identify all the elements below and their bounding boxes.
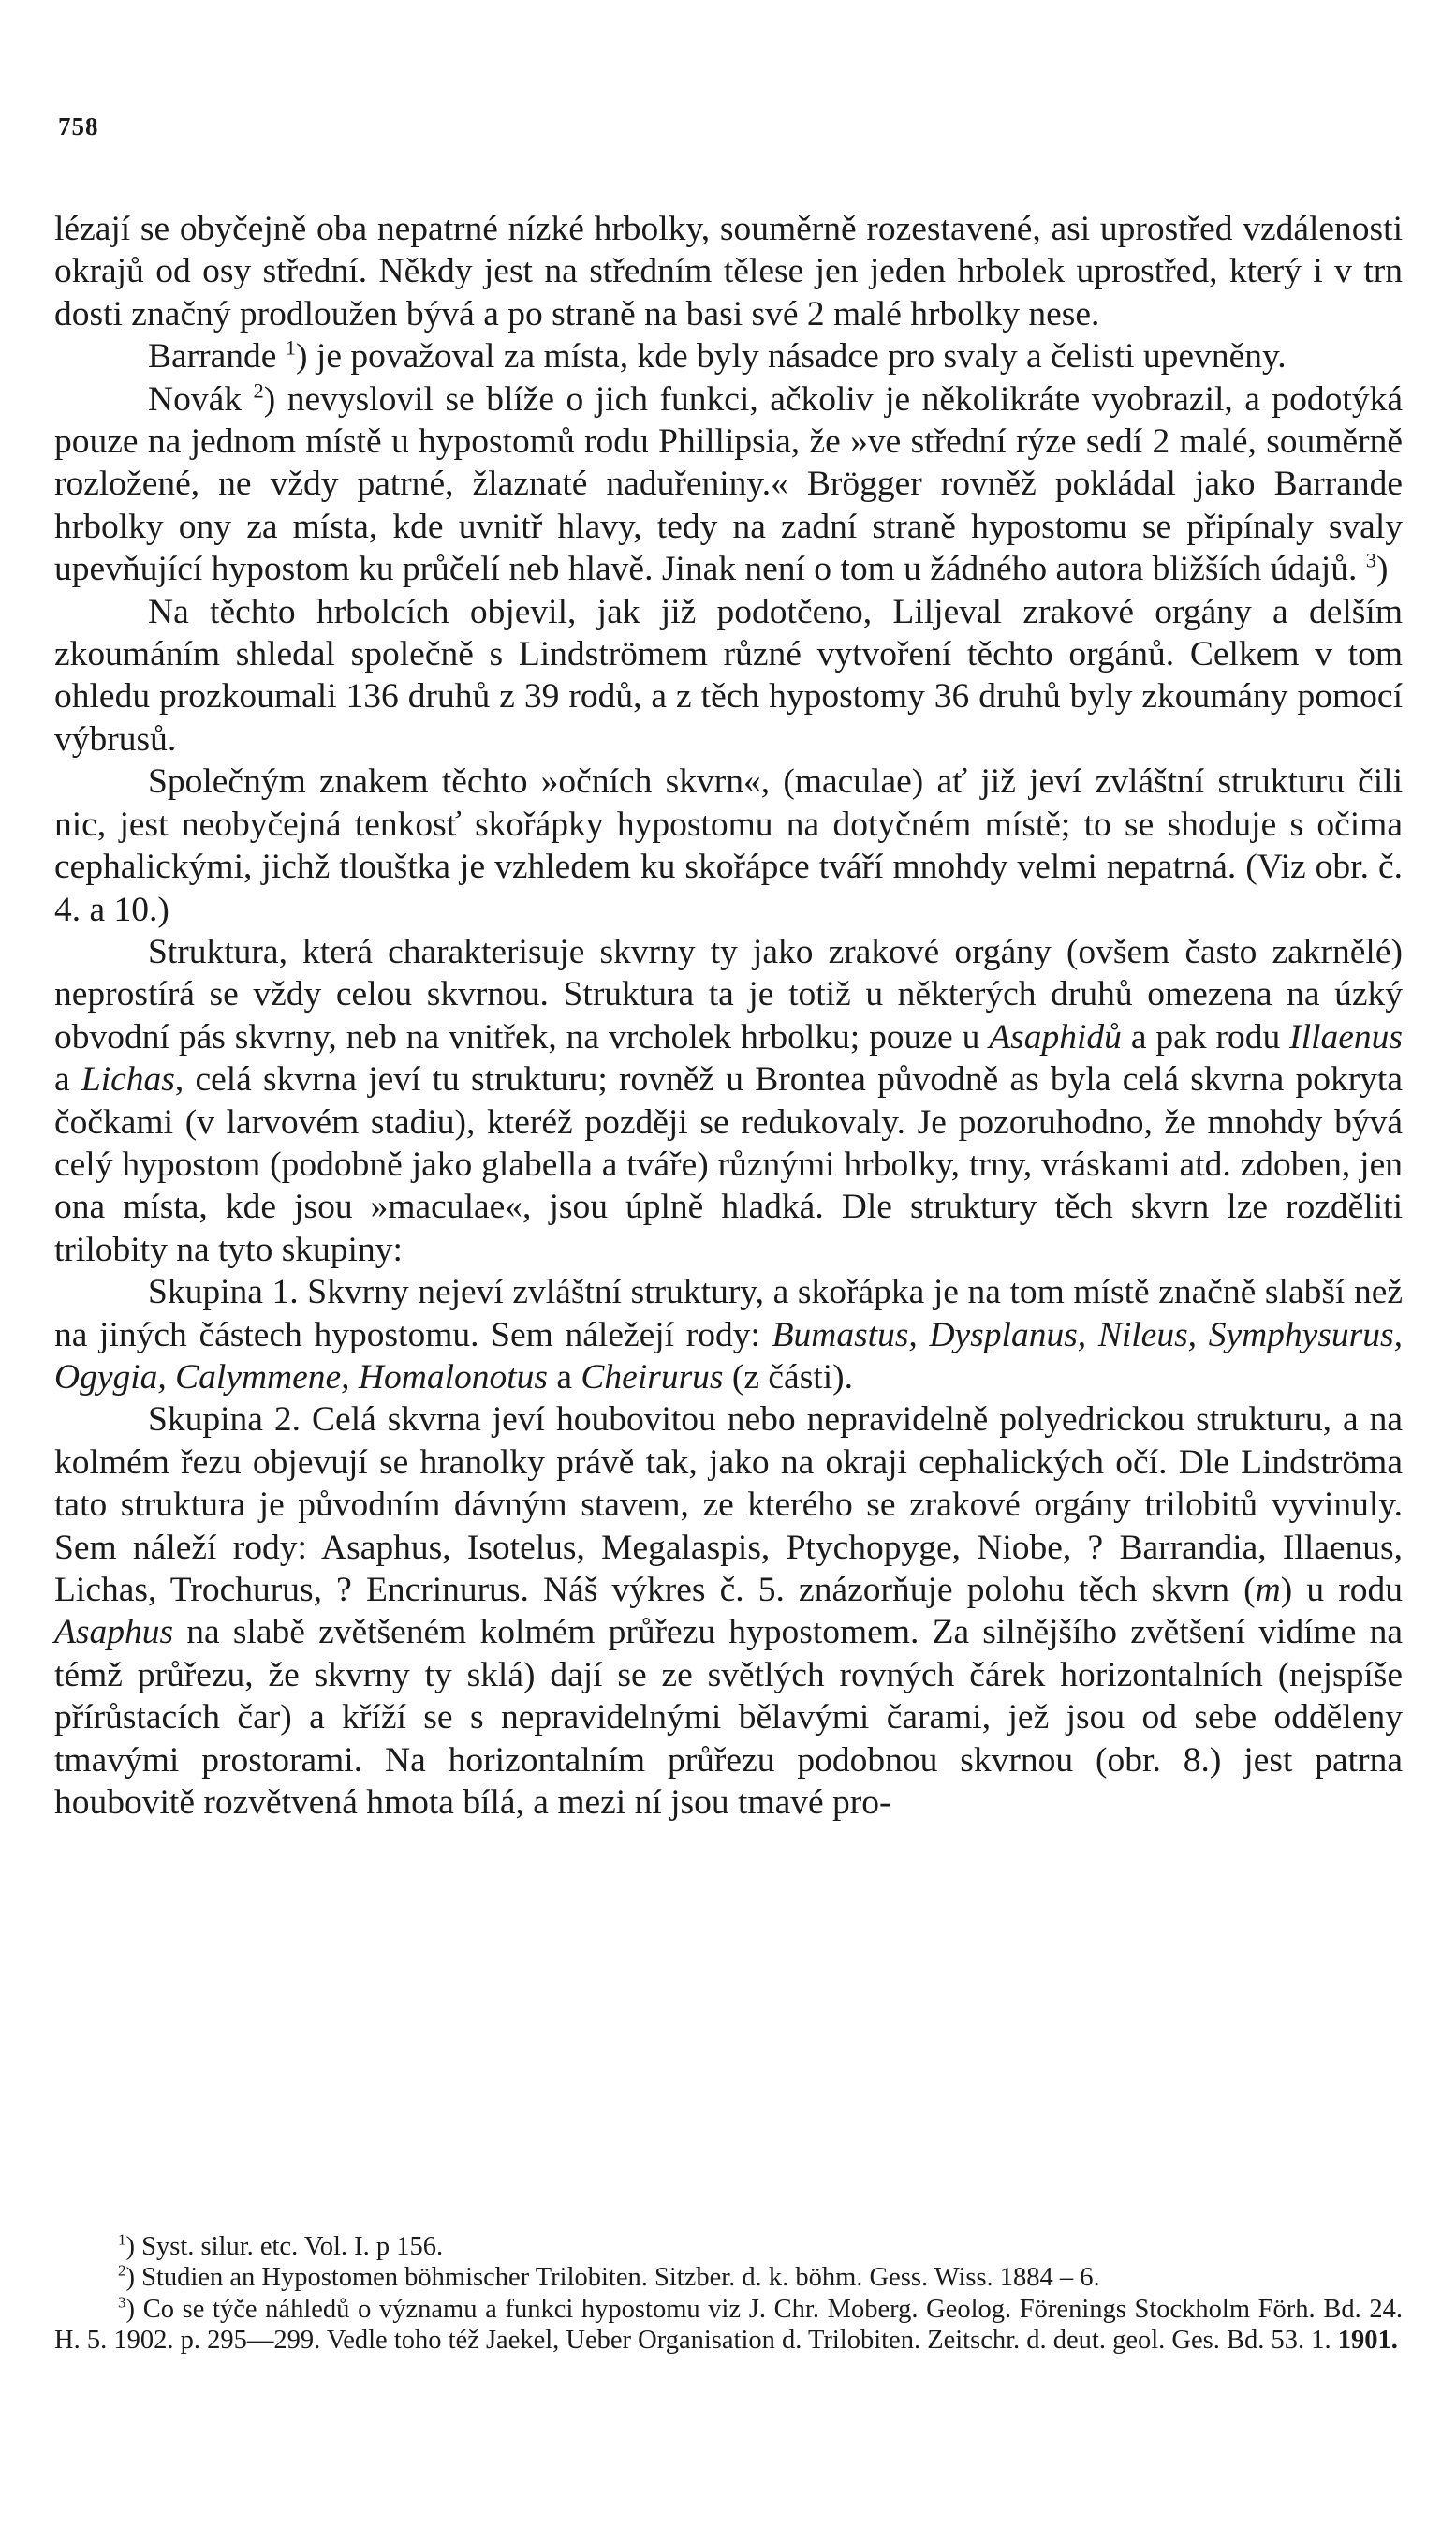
text-run: ) nevyslovil se blíže o jich funkci, ačkoliv je několikráte vyobrazil, a podotýká pouze na jednom místě u hypostomů rodu Phillipsia, že »ve střední rýze sedí 2 malé, souměrně rozložené, ne vždy patrné, žlaznaté naduřeniny.« Brögger rovněž pokládal jako Barrande hrbolky ony za místa, kde uvnitř hlavy, tedy na zadní straně hypostomu se připínaly svaly upevňující hypostom ku průčelí neb hlavě. Jinak není o tom u žádného autora bližších údajů. [54, 379, 1403, 589]
italic-text: Cheirurus [581, 1357, 724, 1397]
text-run: ) u rodu [1280, 1571, 1403, 1609]
footnote-marker: 2 [118, 2261, 126, 2280]
page-number: 758 [58, 112, 99, 140]
text-run: , celá skvrna jeví tu strukturu; rovněž u Brontea původně as byla celá skvrna pokryta čočkami (v larvovém stadiu), kteréž později se redukovaly. Je pozoruhodno, že mnohdy bývá celý hypostom (podobně jako glabella a tváře) různými hrbolky, trny, vráskami atd. zdoben, jen ona místa, kde jsou »maculae«, jsou úplně hladká. Dle struktury těch skvrn lze rozděliti trilobity na tyto skupiny: [54, 1060, 1403, 1269]
footnote-marker: 1 [118, 2230, 126, 2249]
text-run: Novák [148, 379, 254, 419]
italic-text: Bumastus, Dysplanus, Nileus, Symphysurus, Ogygia, Calymmene, Homalonotus [54, 1315, 1403, 1397]
paragraph [54, 931, 1403, 1271]
italic-text: Asaphidů [989, 1017, 1122, 1057]
footnote [54, 2231, 1403, 2262]
paragraph [54, 761, 1403, 931]
text-run: ) je považoval za místa, kde byly násadce pro svaly a čelisti upevněny. [296, 337, 1287, 377]
footnote-marker: 1 [285, 335, 297, 360]
text-run: ) Studien an Hypostomen böhmischer Trilobiten. Sitzber. d. k. böhm. Gess. Wiss. 1884 – 6. [125, 2263, 1100, 2293]
text-run: Společným znakem těchto »očních skvrn«, (maculae) ať již jeví zvláštní strukturu čili nic, jest neobyčejná tenkosť skořápky hypostomu na dotyčném místě; to se shoduje s očima cephalickými, jichž tlouštka je vzhledem ku skořápce tváří mnohdy velmi nepatrná. (Viz obr. č. 4. a 10.) [54, 762, 1403, 929]
text-run: Skupina 2. Celá skvrna jeví houbovitou nebo nepravidelně polyedrickou strukturu, a na kolmém řezu objevují se hranolky právě tak, jako na okraji cephalických očí. Dle Lindströma tato struktura je původním dávným stavem, ze kterého se zrakové orgány trilobitů vyvinuly. Sem náleží rody: Asaphus, Isotelus, Megalaspis, Ptychopyge, Niobe, ? Barrandia, Illaenus, Lichas, Trochurus, ? Encrinurus. Náš výkres č. 5. znázorňuje polohu těch skvrn ( [54, 1400, 1403, 1609]
footnote [54, 2294, 1403, 2357]
text-run: na slabě zvětšeném kolmém průřezu hypostomem. Za silnějšího zvětšení vidíme na témž průřezu, že skvrny ty sklá) dají se ze světlých rovných čárek horizontalních (nejspíše přírůstacích čar) a kříží se s nepravidelnými bělavými čarami, jež jsou od sebe odděleny tmavými prostorami. Na horizontalním průřezu podobnou skvrnou (obr. 8.) jest patrna houbovitě rozvětvená hmota bílá, a mezi ní jsou tmavé pro- [54, 1613, 1403, 1823]
text-run: lézají se obyčejně oba nepatrné nízké hrbolky, souměrně rozestavené, asi uprostřed vzdálenosti okrajů od osy střední. Někdy jest na středním tělese jen jeden hrbolek uprostřed, který i v trn dosti značný prodloužen bývá a po straně na basi své 2 malé hrbolky nese. [54, 210, 1403, 333]
text-run: (z části). [723, 1357, 853, 1397]
text-run: Barrande [148, 337, 286, 377]
footnote-marker: 3 [1365, 548, 1376, 572]
text-run: Struktura, která charakterisuje skvrny ty jako zrakové orgány (ovšem často zakrnělé) neprostírá se vždy celou skvrnou. Struktura ta je totiž u některých druhů omezena na úzký obvodní pás skvrny, neb na vnitřek, na vrcholek hrbolku; pouze u [54, 932, 1403, 1057]
footnotes [54, 2231, 1403, 2356]
italic-text: Asaphus [54, 1613, 174, 1652]
italic-text: Lichas [81, 1060, 175, 1100]
paragraph [54, 1271, 1403, 1398]
italic-text: m [1255, 1571, 1281, 1609]
text-run: ) [1375, 550, 1389, 589]
paragraph [54, 591, 1403, 761]
text-run: ) Syst. silur. etc. Vol. I. p 156. [125, 2232, 444, 2261]
bold-text: 1901. [1337, 2325, 1398, 2355]
footnote-marker: 3 [118, 2293, 126, 2312]
text-run: a pak rodu [1121, 1017, 1290, 1057]
text-run: Na těchto hrbolcích objevil, jak již podotčeno, Liljeval zrakové orgány a delším zkoumáním shledal společně s Lindströmem různé vytvoření těchto orgánů. Celkem v tom ohledu prozkoumali 136 druhů z 39 rodů, a z těch hypostomy 36 druhů byly zkoumány pomocí výbrusů. [54, 592, 1403, 759]
paragraph [54, 1398, 1403, 1824]
italic-text: Illaenus [1289, 1017, 1403, 1057]
text-run: Skupina 1. Skvrny nejeví zvláštní struktury, a skořápka je na tom místě značně slabší než na jiných částech hypostomu. Sem náležejí rody: [54, 1273, 1403, 1354]
footnote-marker: 2 [253, 378, 264, 403]
footnote [54, 2262, 1403, 2293]
paragraph [54, 378, 1403, 591]
text-run: ) Co se týče náhledů o významu a funkci hypostomu viz J. Chr. Moberg. Geolog. Förenings Stockholm Förh. Bd. 24. H. 5. 1902. p. 295—299. Vedle toho též Jaekel, Ueber Organisation d. Trilobiten. Zeitschr. d. deut. geol. Ges. Bd. 53. 1. [54, 2294, 1403, 2355]
paragraph [54, 335, 1403, 377]
text-run: a [548, 1357, 581, 1397]
paragraph [54, 208, 1403, 335]
text-run: a [54, 1060, 81, 1100]
body-text [54, 208, 1403, 1824]
